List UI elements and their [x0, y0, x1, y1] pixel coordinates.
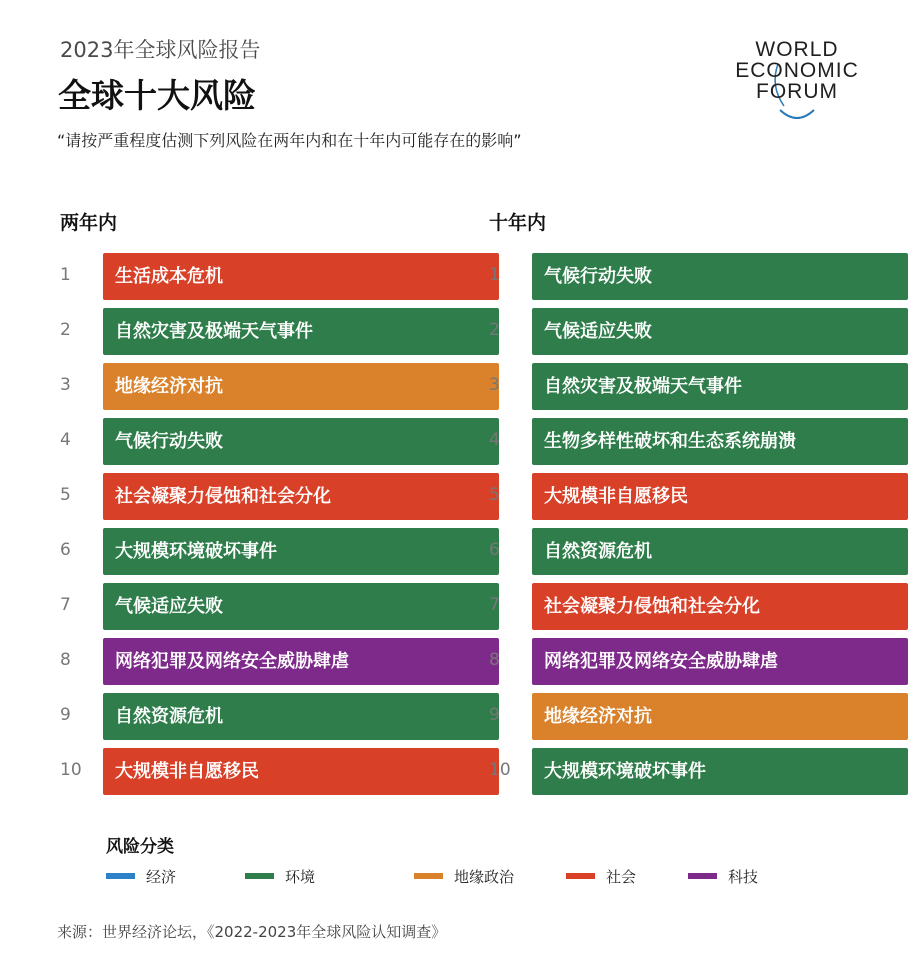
- risk-bar-environmental: 气候适应失败: [103, 583, 499, 630]
- risk-rank: 4: [489, 430, 500, 450]
- legend-swatch: [688, 873, 717, 879]
- risk-bar-environmental: 大规模环境破坏事件: [532, 748, 908, 795]
- risk-rank: 9: [489, 705, 500, 725]
- risk-bar-societal: 社会凝聚力侵蚀和社会分化: [103, 473, 499, 520]
- report-subtitle: 2023年全球风险报告: [60, 38, 261, 62]
- risk-bar-environmental: 气候适应失败: [532, 308, 908, 355]
- risk-bar-environmental: 自然资源危机: [103, 693, 499, 740]
- risk-rank: 5: [489, 485, 500, 505]
- risk-bar-environmental: 自然灾害及极端天气事件: [103, 308, 499, 355]
- risk-rank: 1: [489, 265, 500, 285]
- logo-line-world: WORLD: [755, 38, 839, 61]
- source-note: 来源：世界经济论坛，《2022-2023年全球风险认知调查》: [57, 923, 447, 941]
- risk-rank: 6: [60, 540, 71, 560]
- risk-rank: 6: [489, 540, 500, 560]
- risk-bar-environmental: 自然灾害及极端天气事件: [532, 363, 908, 410]
- risk-rank: 7: [60, 595, 71, 615]
- legend-swatch: [566, 873, 595, 879]
- risk-bar-environmental: 生物多样性破坏和生态系统崩溃: [532, 418, 908, 465]
- risk-rank: 3: [60, 375, 71, 395]
- risk-rank: 3: [489, 375, 500, 395]
- risk-rank: 5: [60, 485, 71, 505]
- risk-bar-societal: 大规模非自愿移民: [532, 473, 908, 520]
- legend-label: 社会: [606, 868, 637, 886]
- risk-rank: 7: [489, 595, 500, 615]
- risk-bar-environmental: 气候行动失败: [103, 418, 499, 465]
- risk-bar-environmental: 大规模环境破坏事件: [103, 528, 499, 575]
- risk-bar-environmental: 自然资源危机: [532, 528, 908, 575]
- page-title: 全球十大风险: [58, 76, 256, 115]
- risk-bar-technological: 网络犯罪及网络安全威胁肆虐: [532, 638, 908, 685]
- logo-line-forum: FORUM: [756, 80, 838, 103]
- risk-rank: 8: [489, 650, 500, 670]
- legend-label: 经济: [146, 868, 177, 886]
- long-term-heading: 十年内: [489, 212, 547, 234]
- risk-bar-technological: 网络犯罪及网络安全威胁肆虐: [103, 638, 499, 685]
- risk-bar-societal: 大规模非自愿移民: [103, 748, 499, 795]
- logo-line-economic: ECONOMIC: [735, 59, 859, 82]
- risk-rank: 2: [489, 320, 500, 340]
- risk-bar-geopolitical: 地缘经济对抗: [532, 693, 908, 740]
- legend-swatch: [414, 873, 443, 879]
- survey-question: “请按严重程度估测下列风险在两年内和在十年内可能存在的影响”: [57, 131, 522, 150]
- risk-rank: 10: [489, 760, 511, 780]
- risk-rank: 2: [60, 320, 71, 340]
- risk-bar-societal: 社会凝聚力侵蚀和社会分化: [532, 583, 908, 630]
- wef-logo: [718, 36, 876, 126]
- legend-swatch: [106, 873, 135, 879]
- risk-rank: 10: [60, 760, 82, 780]
- legend-swatch: [245, 873, 274, 879]
- legend-label: 科技: [728, 868, 759, 886]
- legend-title: 风险分类: [106, 837, 174, 857]
- risk-bar-societal: 生活成本危机: [103, 253, 499, 300]
- risk-bar-environmental: 气候行动失败: [532, 253, 908, 300]
- legend-label: 环境: [285, 868, 316, 886]
- risk-rank: 8: [60, 650, 71, 670]
- risk-rank: 1: [60, 265, 71, 285]
- short-term-heading: 两年内: [60, 212, 118, 234]
- risk-rank: 4: [60, 430, 71, 450]
- risk-bar-geopolitical: 地缘经济对抗: [103, 363, 499, 410]
- risk-rank: 9: [60, 705, 71, 725]
- legend-label: 地缘政治: [454, 868, 515, 886]
